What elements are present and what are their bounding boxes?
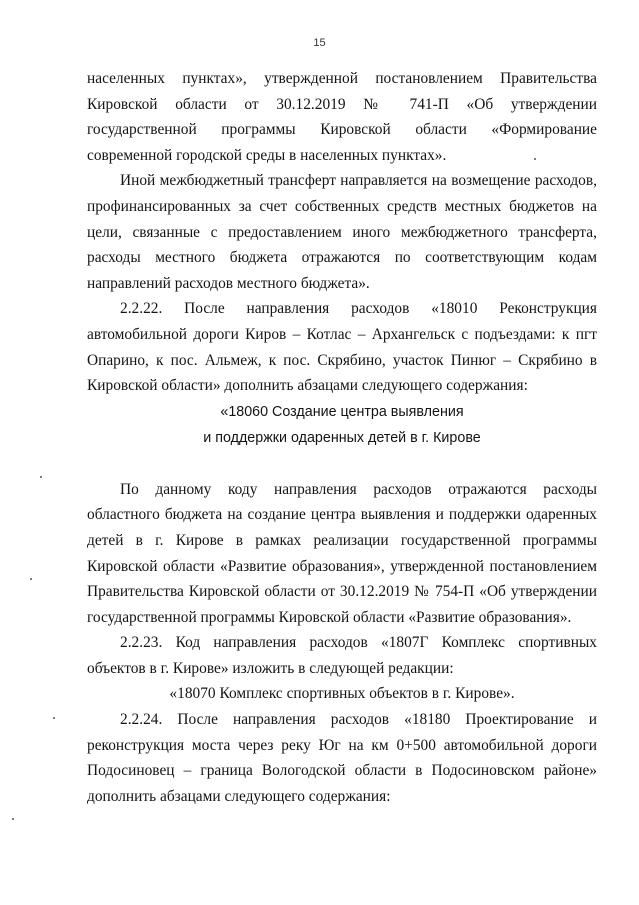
paragraph-18060-description: По данному коду направления расходов отражаются расходы областного бюджета на создание центра выявления и поддержки одаренных детей в г. Кирове в рамках реализации государственной программы Кировской области «Развитие образования», утвержденной постановлением Правительства Кировской области от 30.12.2019 № 754-П «Об утверждении государственной программы Кировской области «Развитие образования». [87,480,597,626]
paragraph-transfer: Иной межбюджетный трансферт направляется на возмещение расходов, профинансированных за счет собственных средств местных бюджетов на цели, связанные с предоставлением иного межбюджетного трансферта, расходы местного бюджета отражаются по соответствующим кодам направлений расходов местного бюджета». [87,172,597,292]
paragraph-2-2-23: 2.2.23. Код направления расходов «1807Г Комплекс спортивных объектов в г. Кирове» изложить в следующей редакции: [87,634,597,677]
scan-speck [53,717,55,719]
scan-speck [534,158,536,160]
scan-speck [12,818,14,820]
paragraph-2-2-22: 2.2.22. После направления расходов «18010 Реконструкция автомобильной дороги Киров – Котлас – Архангельск с подъездами: к пгт Опарино, к пос. Альмеж, к пос. Скрябино, участок Пинюг – Скрябино в Кировской области» дополнить абзацами следующего содержания: [87,300,597,395]
page-number: 15 [313,37,326,49]
heading-18060-line2: и поддержки одаренных детей в г. Кирове [203,429,481,446]
scan-speck [30,578,32,580]
heading-18070: «18070 Комплекс спортивных объектов в г. Кирове». [169,685,515,703]
heading-18060-line1: «18060 Создание центра выявления [220,403,464,420]
paragraph-2-2-24: 2.2.24. После направления расходов «18180 Проектирование и реконструкция моста через реку Юг на км 0+500 автомобильной дороги Подосиновец – граница Вологодской области в Подосиновском районе» дополнить абзацами следующего содержания: [87,711,597,805]
spacer [87,451,597,477]
paragraph-continuation: населенных пунктах», утвержденной постановлением Правительства Кировской области от 30.12.2019 № 741-П «Об утверждении государственной программы Кировской области «Формирование современной городской среды в населенных пунктах». [87,70,597,164]
document-body [87,66,597,809]
scan-speck [40,476,42,478]
